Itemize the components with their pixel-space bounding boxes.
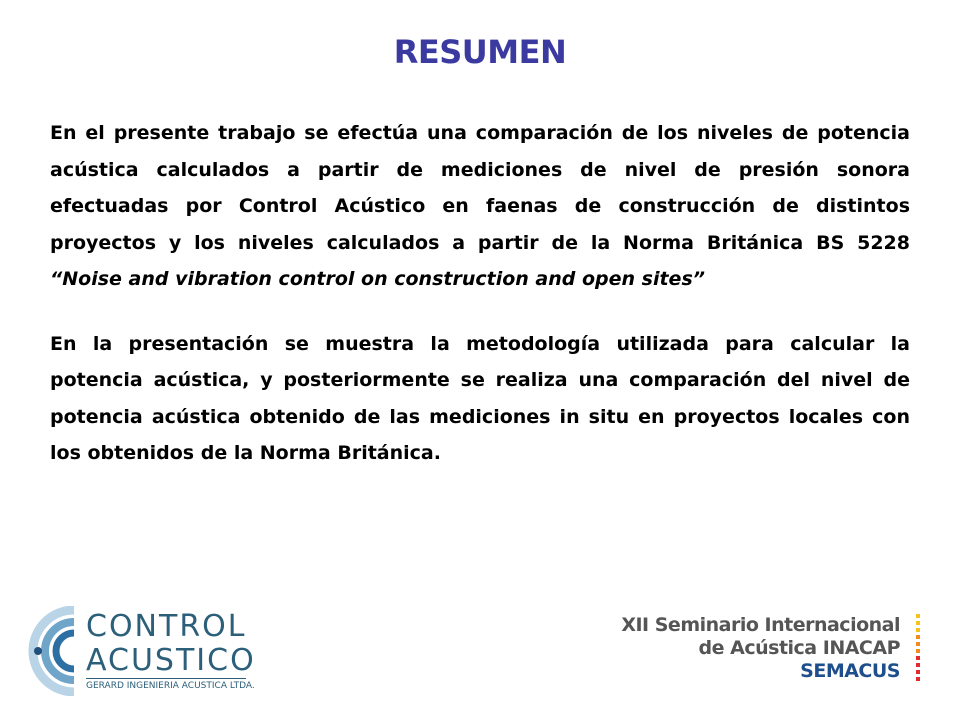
logo-divider xyxy=(86,678,246,679)
slide-title: RESUMEN xyxy=(393,33,567,71)
semacus-logo xyxy=(621,614,938,694)
paragraph-1-text: En el presente trabajo se efectúa una comparación de los niveles de potencia acústica calculados a partir de mediciones de nivel de presión sonora efectuadas por Control Acústico en faenas de construcción de distintos proyectos y los niveles calculados a partir de la Norma Británica BS 5228 xyxy=(50,122,910,254)
logo-word-control: CONTROL xyxy=(86,609,247,644)
paragraph-1-quote: “Noise and vibration control on construction and open sites” xyxy=(50,268,705,290)
semacus-line-2: de Acústica INACAP xyxy=(698,637,900,659)
control-acustico-logo xyxy=(28,606,256,696)
logo-word-acustico: ACUSTICO xyxy=(86,643,256,678)
paragraph-2: En la presentación se muestra la metodología utilizada para calcular la potencia acústica, y posteriormente se realiza una comparación del nivel de potencia acústica obtenido de las mediciones in situ en proyectos locales con los obtenidos de la Norma Británica. xyxy=(50,332,910,464)
semacus-line-1: XII Seminario Internacional xyxy=(621,614,900,636)
semacus-dots-icon xyxy=(914,614,928,686)
slide-body xyxy=(50,115,910,500)
paragraph-1 xyxy=(50,115,910,298)
sound-waves-icon xyxy=(28,606,88,696)
logo-subtitle: GERARD INGENIERIA ACUSTICA LTDA. xyxy=(86,681,255,691)
semacus-line-3: SEMACUS xyxy=(800,660,900,682)
